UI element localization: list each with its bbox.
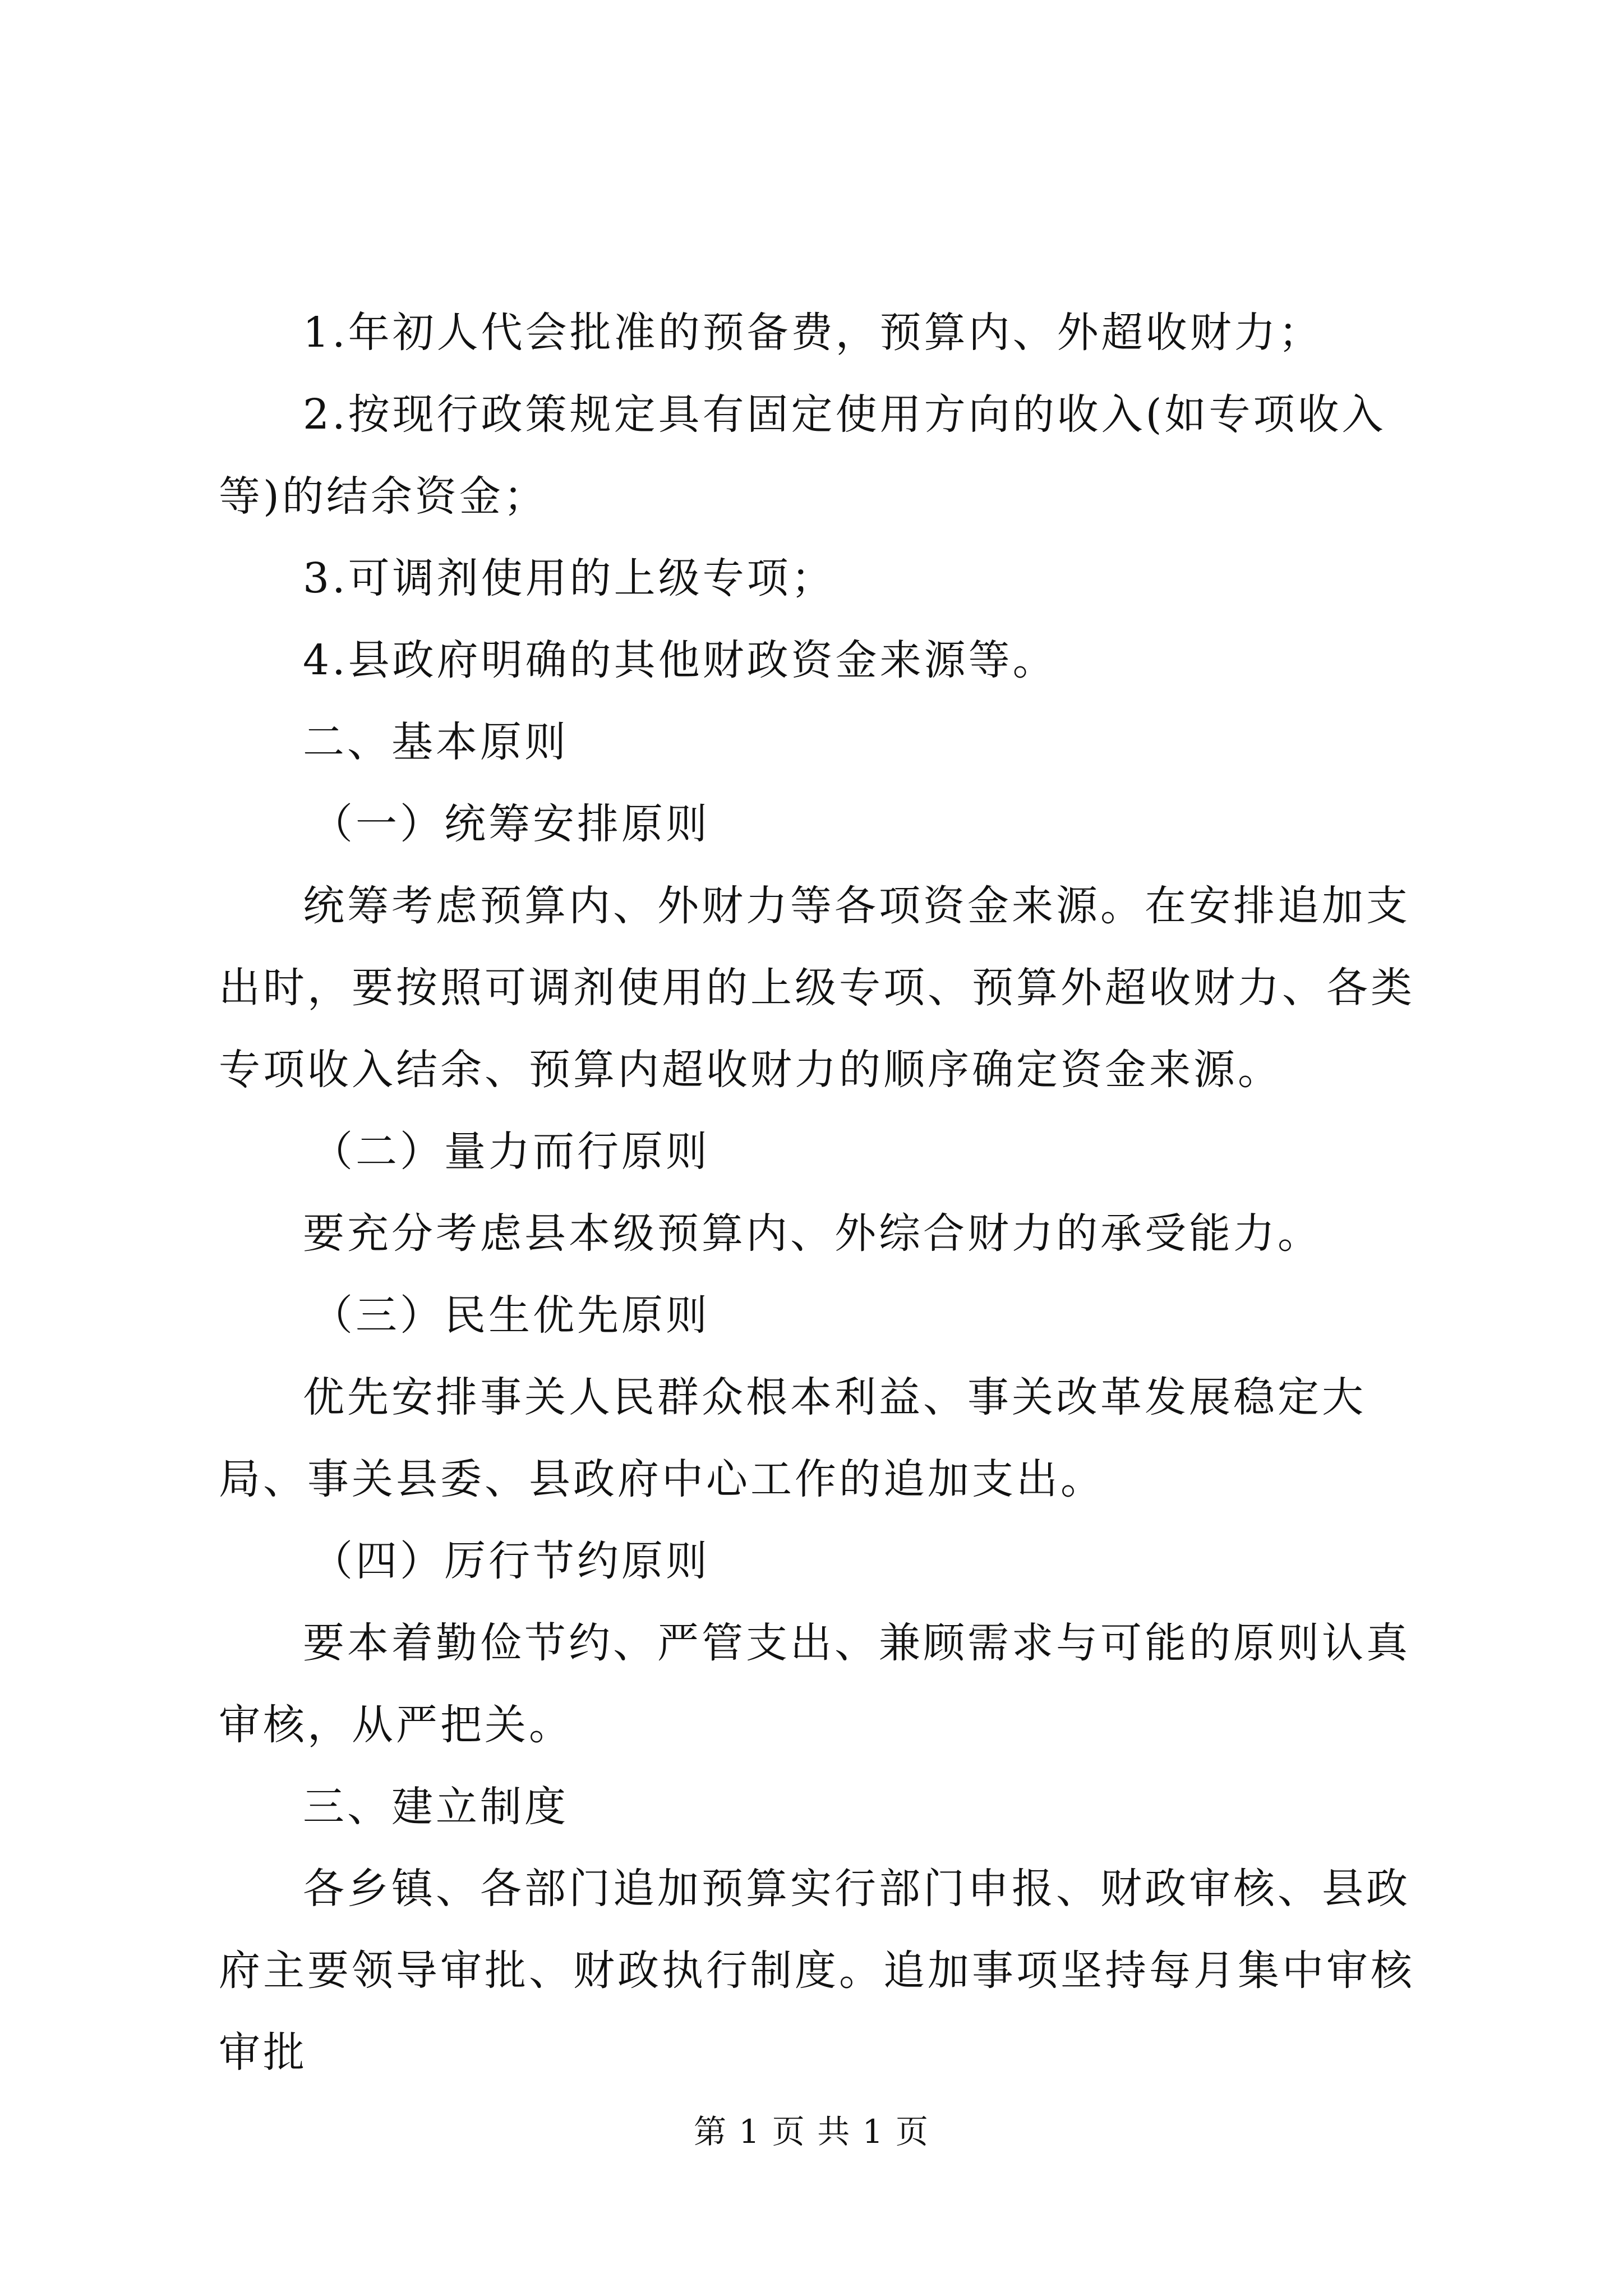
paragraph-livelihood-priority: 优先安排事关人民群众根本利益、事关改革发展稳定大局、事关县委、县政府中心工作的追加支出。 (219, 1373, 1366, 1503)
paragraph-source-4: 4.县政府明确的其他财政资金来源等。 (303, 636, 1057, 684)
section-heading-establish-system: 三、建立制度 (303, 1783, 569, 1831)
document-body (219, 292, 1436, 2093)
paragraph-establish-system: 各乡镇、各部门追加预算实行部门申报、财政审核、县政府主要领导审批、财政执行制度。追加事项坚持每月集中审核审批 (219, 1865, 1415, 2077)
paragraph-source-3: 3.可调剂使用的上级专项； (303, 554, 836, 602)
paragraph-within-means: 要充分考虑县本级预算内、外综合财力的承受能力。 (303, 1209, 1322, 1258)
paragraph-source-2: 2.按现行政策规定具有固定使用方向的收入(如专项收入等)的结余资金； (219, 390, 1386, 521)
paragraph-strict-economy: 要本着勤俭节约、严管支出、兼顾需求与可能的原则认真审核，从严把关。 (219, 1619, 1410, 1749)
subheading-strict-economy: （四）厉行节约原则 (311, 1537, 710, 1585)
page-footer: 第 1 页 共 1 页 (694, 2113, 929, 2151)
subheading-within-means: （二）量力而行原则 (311, 1128, 710, 1176)
subheading-livelihood-priority: （三）民生优先原则 (311, 1291, 710, 1340)
paragraph-source-1: 1.年初人代会批准的预备费，预算内、外超收财力； (303, 309, 1323, 357)
paragraph-overall-planning: 统筹考虑预算内、外财力等各项资金来源。在安排追加支出时，要按照可调剂使用的上级专项、预算外超收财力、各类专项收入结余、预算内超收财力的顺序确定资金来源。 (219, 882, 1415, 1094)
section-heading-basic-principles: 二、基本原则 (303, 718, 569, 766)
subheading-overall-planning: （一）统筹安排原则 (311, 800, 710, 848)
